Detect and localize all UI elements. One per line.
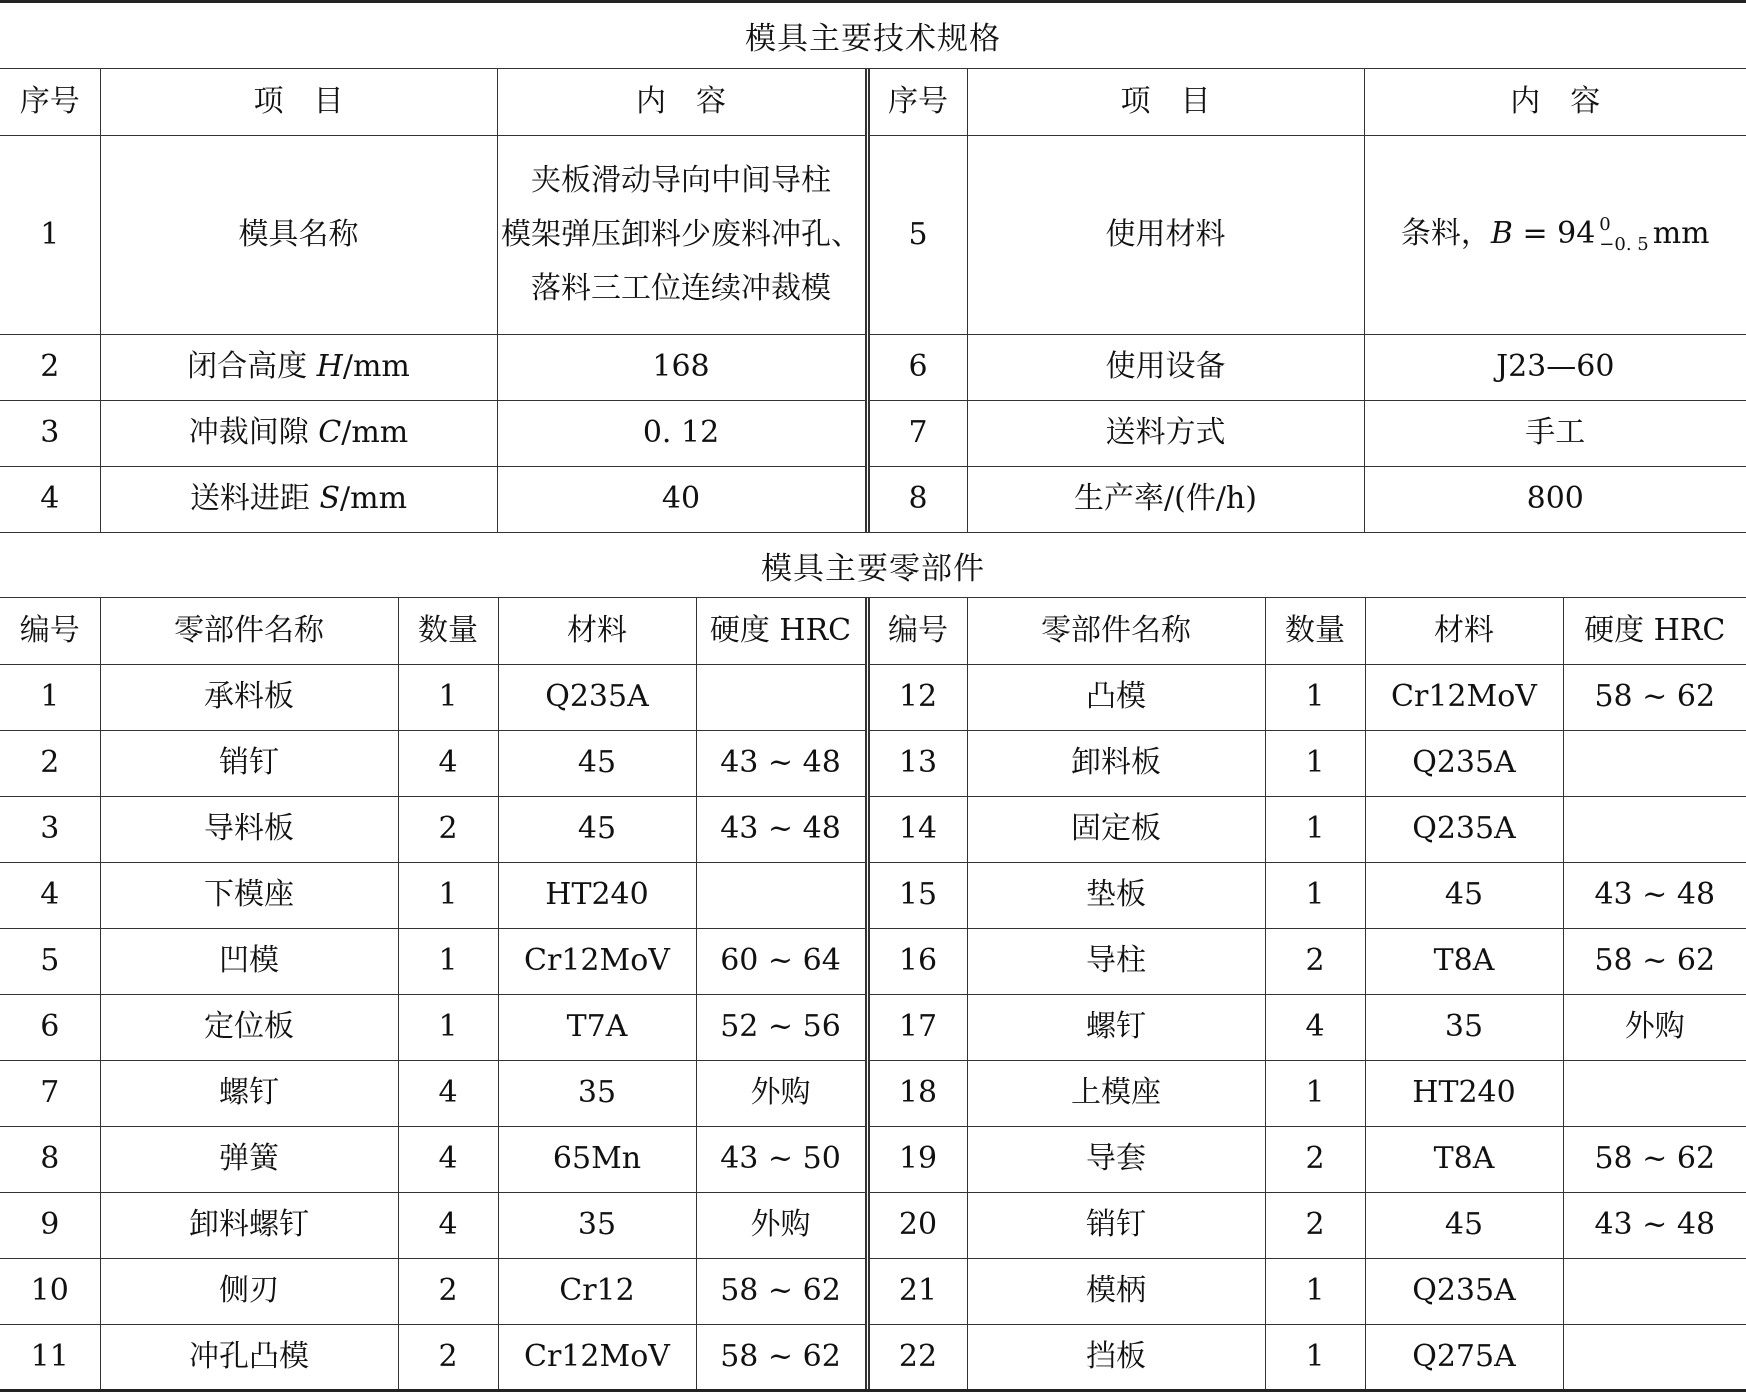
part-qty: 2 (398, 1324, 498, 1390)
parts-header-qty-right: 数量 (1265, 598, 1365, 664)
part-name: 固定板 (967, 796, 1265, 862)
part-name: 挡板 (967, 1324, 1265, 1390)
part-hardness (1563, 1324, 1746, 1390)
table-row (0, 730, 1746, 796)
part-no: 20 (867, 1192, 967, 1258)
part-qty: 1 (1265, 862, 1365, 928)
part-material: Cr12MoV (498, 928, 696, 994)
part-hardness (1563, 1258, 1746, 1324)
part-qty: 1 (1265, 1060, 1365, 1126)
table-row (0, 1060, 1746, 1126)
part-hardness (696, 862, 867, 928)
part-no: 19 (867, 1126, 967, 1192)
table-row (0, 994, 1746, 1060)
part-no: 18 (867, 1060, 967, 1126)
part-name: 螺钉 (100, 1060, 398, 1126)
part-name: 定位板 (100, 994, 398, 1060)
spec-item (100, 466, 497, 532)
table-row (0, 664, 1746, 730)
part-hardness (696, 664, 867, 730)
part-material: 35 (1365, 994, 1563, 1060)
part-no: 9 (0, 1192, 100, 1258)
parts-header-name-right: 零部件名称 (967, 598, 1265, 664)
part-hardness: 43 ~ 48 (1563, 862, 1746, 928)
spec-item-var: C (318, 415, 342, 450)
part-material: Q235A (1365, 1258, 1563, 1324)
part-name: 导套 (967, 1126, 1265, 1192)
part-qty: 4 (398, 1126, 498, 1192)
part-no: 11 (0, 1324, 100, 1390)
part-hardness: 43 ~ 48 (1563, 1192, 1746, 1258)
part-no: 12 (867, 664, 967, 730)
part-no: 15 (867, 862, 967, 928)
part-hardness (1563, 796, 1746, 862)
part-material: Cr12MoV (498, 1324, 696, 1390)
part-name: 卸料板 (967, 730, 1265, 796)
part-hardness: 58 ~ 62 (696, 1324, 867, 1390)
part-qty: 1 (398, 994, 498, 1060)
spec-item: 送料方式 (967, 400, 1364, 466)
spec-item: 使用材料 (967, 135, 1364, 334)
part-hardness: 58 ~ 62 (1563, 664, 1746, 730)
spec-content-line: 落料三工位连续冲裁模 (531, 270, 831, 306)
part-qty: 1 (1265, 730, 1365, 796)
part-qty: 2 (1265, 928, 1365, 994)
spec-item-unit: /mm (340, 481, 408, 516)
spec-table (0, 69, 1746, 533)
spec-header-item: 项 目 (100, 69, 497, 135)
part-hardness: 58 ~ 62 (696, 1258, 867, 1324)
part-qty: 4 (398, 1060, 498, 1126)
part-name: 螺钉 (967, 994, 1265, 1060)
spec-no: 6 (867, 334, 967, 400)
part-name: 凸模 (967, 664, 1265, 730)
parts-header-no-right: 编号 (867, 598, 967, 664)
spec-item (100, 400, 497, 466)
part-hardness: 58 ~ 62 (1563, 928, 1746, 994)
part-name: 侧刃 (100, 1258, 398, 1324)
parts-caption: 模具主要零部件 (0, 532, 1746, 598)
part-material: 45 (1365, 1192, 1563, 1258)
part-no: 1 (0, 664, 100, 730)
part-qty: 1 (1265, 796, 1365, 862)
part-material: HT240 (498, 862, 696, 928)
spec-item: 使用设备 (967, 334, 1364, 400)
spec-header-no-right: 序号 (867, 69, 967, 135)
part-material: Cr12 (498, 1258, 696, 1324)
spec-item: 模具名称 (100, 135, 497, 334)
table-row (0, 1126, 1746, 1192)
part-material: 65Mn (498, 1126, 696, 1192)
part-name: 销钉 (967, 1192, 1265, 1258)
part-name: 模柄 (967, 1258, 1265, 1324)
parts-header-row (0, 598, 1746, 664)
tolerance (1599, 215, 1648, 255)
part-material: T7A (498, 994, 696, 1060)
part-qty: 4 (1265, 994, 1365, 1060)
spec-item: 生产率/(件/h) (967, 466, 1364, 532)
parts-header-material-right: 材料 (1365, 598, 1563, 664)
part-name: 垫板 (967, 862, 1265, 928)
part-name: 卸料螺钉 (100, 1192, 398, 1258)
part-no: 4 (0, 862, 100, 928)
parts-header-material: 材料 (498, 598, 696, 664)
spec-content (497, 135, 867, 334)
spec-content: 手工 (1364, 400, 1746, 466)
table-row (0, 928, 1746, 994)
part-no: 17 (867, 994, 967, 1060)
part-qty: 4 (398, 730, 498, 796)
part-qty: 1 (1265, 664, 1365, 730)
table-row (0, 862, 1746, 928)
part-qty: 1 (398, 664, 498, 730)
spec-item-var: H (316, 349, 343, 384)
spec-row (0, 400, 1746, 466)
spec-content-line: 夹板滑动导向中间导柱 (531, 162, 831, 198)
spec-header-row (0, 69, 1746, 135)
parts-header-qty: 数量 (398, 598, 498, 664)
part-material: Q235A (1365, 730, 1563, 796)
spec-row (0, 334, 1746, 400)
part-no: 2 (0, 730, 100, 796)
spec-row (0, 466, 1746, 532)
parts-header-no: 编号 (0, 598, 100, 664)
spec-item-unit: /mm (341, 415, 409, 450)
part-qty: 1 (398, 862, 498, 928)
spec-content-line: 模架弹压卸料少废料冲孔、 (501, 216, 861, 252)
table-row (0, 796, 1746, 862)
spec-no: 7 (867, 400, 967, 466)
parts-body (0, 664, 1746, 1390)
part-hardness (1563, 730, 1746, 796)
part-hardness: 43 ~ 48 (696, 796, 867, 862)
spec-item-unit: /mm (342, 349, 410, 384)
bottom-rule (0, 1389, 1746, 1392)
part-material: Cr12MoV (1365, 664, 1563, 730)
part-no: 8 (0, 1126, 100, 1192)
spec-header-content: 内 容 (497, 69, 867, 135)
parts-header-hardness: 硬度 HRC (696, 598, 867, 664)
spec-no: 2 (0, 334, 100, 400)
part-qty: 1 (398, 928, 498, 994)
part-qty: 2 (398, 1258, 498, 1324)
spec-content: 40 (497, 466, 867, 532)
part-hardness: 43 ~ 48 (696, 730, 867, 796)
tolerance-lower: −0. 5 (1599, 233, 1649, 255)
spec-item-var: S (319, 481, 341, 516)
spec-no: 4 (0, 466, 100, 532)
part-hardness: 60 ~ 64 (696, 928, 867, 994)
part-name: 凹模 (100, 928, 398, 994)
spec-caption: 模具主要技术规格 (0, 3, 1746, 69)
part-qty: 2 (1265, 1192, 1365, 1258)
part-no: 16 (867, 928, 967, 994)
part-no: 6 (0, 994, 100, 1060)
table-row (0, 1258, 1746, 1324)
width-variable: B (1490, 215, 1513, 251)
spec-item-text: 送料进距 (189, 481, 320, 516)
part-hardness: 58 ~ 62 (1563, 1126, 1746, 1192)
part-name: 承料板 (100, 664, 398, 730)
spec-no: 5 (867, 135, 967, 334)
spec-row (0, 135, 1746, 334)
part-hardness: 外购 (696, 1192, 867, 1258)
spec-content: 800 (1364, 466, 1746, 532)
part-material: HT240 (1365, 1060, 1563, 1126)
spec-content (1364, 135, 1746, 334)
part-qty: 2 (1265, 1126, 1365, 1192)
spec-no: 3 (0, 400, 100, 466)
part-material: T8A (1365, 928, 1563, 994)
part-no: 7 (0, 1060, 100, 1126)
parts-header-name: 零部件名称 (100, 598, 398, 664)
part-no: 10 (0, 1258, 100, 1324)
part-qty: 1 (1265, 1258, 1365, 1324)
part-name: 上模座 (967, 1060, 1265, 1126)
part-name: 导料板 (100, 796, 398, 862)
part-no: 22 (867, 1324, 967, 1390)
part-name: 下模座 (100, 862, 398, 928)
part-qty: 2 (398, 796, 498, 862)
part-hardness: 外购 (696, 1060, 867, 1126)
spec-content: 0. 12 (497, 400, 867, 466)
tolerance-upper: 0 (1599, 213, 1611, 235)
spec-content: J23—60 (1364, 334, 1746, 400)
part-material: 35 (498, 1060, 696, 1126)
material-prefix: 条料， (1400, 215, 1491, 251)
spec-item (100, 334, 497, 400)
part-no: 13 (867, 730, 967, 796)
part-name: 弹簧 (100, 1126, 398, 1192)
spec-no: 1 (0, 135, 100, 334)
part-no: 5 (0, 928, 100, 994)
part-material: 45 (1365, 862, 1563, 928)
part-material: T8A (1365, 1126, 1563, 1192)
parts-header-hardness-right: 硬度 HRC (1563, 598, 1746, 664)
part-qty: 4 (398, 1192, 498, 1258)
part-material: 45 (498, 730, 696, 796)
part-hardness: 外购 (1563, 994, 1746, 1060)
part-material: Q235A (498, 664, 696, 730)
part-qty: 1 (1265, 1324, 1365, 1390)
part-name: 销钉 (100, 730, 398, 796)
part-hardness: 43 ~ 50 (696, 1126, 867, 1192)
spec-item-text: 冲裁间隙 (188, 415, 319, 450)
spec-header-item-right: 项 目 (967, 69, 1364, 135)
spec-header-content-right: 内 容 (1364, 69, 1746, 135)
part-hardness (1563, 1060, 1746, 1126)
part-material: Q275A (1365, 1324, 1563, 1390)
part-material: 45 (498, 796, 696, 862)
part-material: 35 (498, 1192, 696, 1258)
width-unit: mm (1652, 215, 1710, 251)
part-no: 14 (867, 796, 967, 862)
part-no: 3 (0, 796, 100, 862)
spec-no: 8 (867, 466, 967, 532)
spec-header-no: 序号 (0, 69, 100, 135)
part-material: Q235A (1365, 796, 1563, 862)
table-row (0, 1192, 1746, 1258)
part-name: 冲孔凸模 (100, 1324, 398, 1390)
width-value: = 94 (1512, 215, 1596, 251)
part-hardness: 52 ~ 56 (696, 994, 867, 1060)
parts-table (0, 598, 1746, 1390)
part-name: 导柱 (967, 928, 1265, 994)
spec-content: 168 (497, 334, 867, 400)
table-row (0, 1324, 1746, 1390)
part-no: 21 (867, 1258, 967, 1324)
spec-item-text: 闭合高度 (187, 349, 317, 384)
